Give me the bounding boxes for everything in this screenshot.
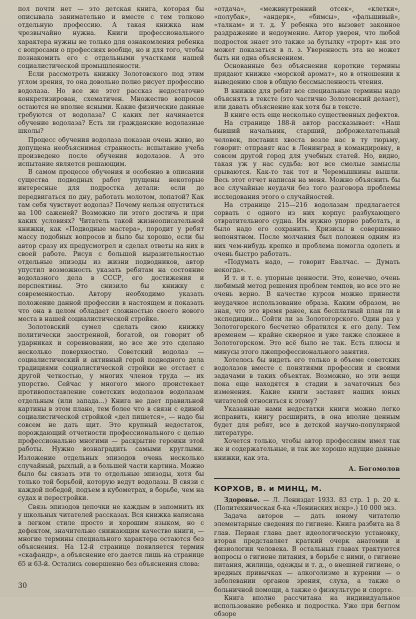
paragraph: «отдача», «межвнутренний отсек», «клетки», «полубак», «андерк», «бимсы», «фальшивый», «талкам» и т. д. У ребенка это вызовет законное раздражение и недоумение. Автор уверен, что любой подросток знает это также за бутылку «трорт» как это может показаться в л. з. Уверенность эта не может быть ни одна объяснением. (214, 6, 400, 62)
book-title: Здоровье. (224, 496, 260, 504)
paragraph: «Подумать надо, — говорит Евалчас. — Думать некогда». (214, 258, 400, 274)
paragraph: Задача авторов — дать юному читателю элементарные сведения по гигиене. Книга разбита на 8 глав. Первая глава дает идеологическую установку, вторая представляет краткий очерк анатомии и физиологии человека. В остальных главах трактуются вопросы о гигиене питания, в борьбе с ними, о гигиене питания, жилища, одежды и т. д., о внешней гигиене, о вредных привычках — алкоголизме и курении — о заболевании органов зрения, слуха, а также о больничной помощи, а также о физкультуре и спорте. (214, 513, 400, 594)
paragraph: В самом процессе обучения и особенно в описании существа подводных работ упущены некоторые интересные для подростка детали: если до передвигаться по дну, работать молотом, лопатой? Как там себя чувствует водолаз? Почему нельзя опуститься на 100 саженей? Возможно ли этого достичь и при каких условиях? Читатель такой жизнеописательной книжки, как «Подводные мастера», породит у ребят массу подобных вопросов и было бы хорошо, если бы автор сразу их предусмотрел и сделал ответы на них в своей работе. Рисуя с большой выразительностью отдельные эпизоды из жизни подводников, автор упустил возможность указать ребятам на состояние водолазного дела в СССР, его достижения и перспективы. Это снизило бы книжку с современностью. Автору необходимо указать положение данной профессии в настоящем и показать что она в целом обладает сложностью своего нового места в нашей социалистической стройке. (18, 169, 204, 323)
paragraph: Связь эпизодов цепочки не каждым в запомнить их у школьных читателей рассказах. Вся книжка написана в легком стиле просто и хорошим языком, но с дефектом, значительно снижающим качество книги, — многие термины специального характера остаются без объяснения. На 12-й странице появляется термин «скафандр», а объяснение его дается лишь на странице 65 и 63-й. Остались совершенно без объяснения слова: (18, 503, 204, 568)
paragraph: Если рассмотреть книжку Золотовского под этим углом зрения, то она довольно полно рисует профессию водолаза. Но все же этот рассказ недостаточно конкретизирован, схематичен. Множество вопросов остаются не вполне ясными. Какие физические данные требуются от водолаза? С каких лет начинается обучение водолаза? Есть ли гражданские водолазные школы? (18, 71, 204, 136)
review-authors: КОРХОВ, В. и МИНЦ, М. (214, 483, 322, 493)
paragraph: Золотовский сумел сделать свою книжку политически заостренной, богатой, он говорит об ударниках и соревновании, но все же это сделано несколько поверхностно. Советский водолаз — социалистический и активный герой подводного дела традициями социалистической стройки не отстает с другой четкостью, у многих членов труда — их упорство. Сейчас у многого много проистекает противопоставление советских водолазов водолазам отдельным (или запада...) Книга не дает правильной картины в этом плане, тем более что в связи с единой социалистической стройкой «дел пишется», — надо бы совсем не дать щит. Это крупный недостаток, порождающий отчетности профессионального с целью профессионально многими — раскрытие героики этой работы. Нужно вознаградить самыми круглыми. Изложение отдельных эпизодов очень несколько случайный, рыхлый, а в большей части картина. Можно было бы связать эти то отдельные эпизоды, хотя бы только той борьбой, которую ведут водолазы. В связи с каждой победой, подъем в кубометрах, в борьбе, чем на судах и перестройки. (18, 324, 204, 503)
paragraph: Хотелось бы видеть его только в объеме советских водолазов вместе с понятиями профессии и своими задачами в таких объектах. Возможно, но эти вещи пока еще находятся в стадии в зачаточных без изменения. Какие книги заставят наших юных читателей относиться к этому? (214, 356, 400, 405)
paragraph: Указанные нами недостатки книги можно легко исправить, книгу расширить, в она вполне ценным будет для ребят, все в детской научно-популярной литературе. (214, 405, 400, 438)
publication-details: — Л. Лениздат 1933. 83 стр. 1 р. 20 к. (Политехническая б-ка «Ленинских искр».) 10 000 экз. (214, 496, 400, 513)
paragraph: В книжке для ребят все специальные термины надо объяснять в тексте (это частично Золотовский делает), или давать объяснение как хотя бы в тексте. (214, 87, 400, 111)
paragraph: Книга вполне рассчитана на индивидуальное использование ребенка и подростка. Уже при беглом обзоре (214, 594, 400, 619)
paragraph: Основанные без объяснения короткие термины придают книжке «морской аромат», но в отношении к выведению слов в общую бессмысленность чтения. (214, 63, 400, 87)
paragraph: В книге есть еще несколько существенных дефектов. (224, 112, 400, 120)
page-number: 30 (18, 582, 27, 590)
paragraph: На странице 188-й автор рассказывает: «Наш бывший начальник, старший, доброжелательный человек, поставил хвоста возле нас в ту тюрьму, говорит: отправят нас в Ленинград в командировку, в совсем другой город для учебных статей. Но, видно, такая уж у нас судьба: вот все смелые замыслы срываются. Как-то так тот и Черемышкины вышли. Весь этот отчет написан на меня. Можно объяснить бы все случайные неудачи без того разговора проблемы исследования этого о случайностей. (214, 120, 400, 201)
paragraph: И т. и т. е. упорные ценности. Это, конечно, очень любимый метод решения проблем темпов, но все это не очень верно. В качестве курсов можно принести неудачное использование образа. Каким образом, не зная, что это время ранее, как бесплатный план ли в экспедиции... Сойти ли за Золотогорского. Один раз у Золотогорского бесчетно обратился к его делу. Тем временем — крайне скверное и уже также сложнее в Золотогорском. Это всё было не так. Есть плюсы и минусы этого лжепрофессионального занятия. (214, 275, 400, 356)
paragraph: Процесс обучения водолаза показан очень живо, но допущена необъяснимая странность: испытание учеба произведено после обучения водолазов. А это испытание является решающим. (18, 136, 204, 168)
review-signature: А. Богомолов (348, 465, 400, 473)
paragraph: На странице 215—216 водолазам предлагается сорвать с одного из них корпус разбухающего отвратительного судна. Им нужно упорно работать, и было надо его сохранить. Кризисы в совершенно непонятном. После молчания был положен одним из них чем-нибудь крепко и проблема помогла одолеть и очень быстро работать. (214, 201, 400, 258)
section-divider (214, 478, 400, 479)
left-column (18, 6, 204, 569)
right-column (214, 6, 400, 619)
bibliographic-entry (214, 497, 400, 513)
paragraph: пол почти нет — это детская книга, которая бы описывала занимательно и вместе с тем толково отдельную профессию. А такая книжка нам чрезвычайно нужна. Книги профессионального характера нужны не только для ознакомления ребенка с вопросами о профессиях вообще, но и для того, чтобы познакомить его с отдельными участками нашей социалистической промышленности. (18, 6, 204, 71)
paragraph: Хочется только, чтобы автор профессиям имел так же и содержательные, и так же хорошо идущие данные книжки, как эта. (214, 438, 400, 462)
